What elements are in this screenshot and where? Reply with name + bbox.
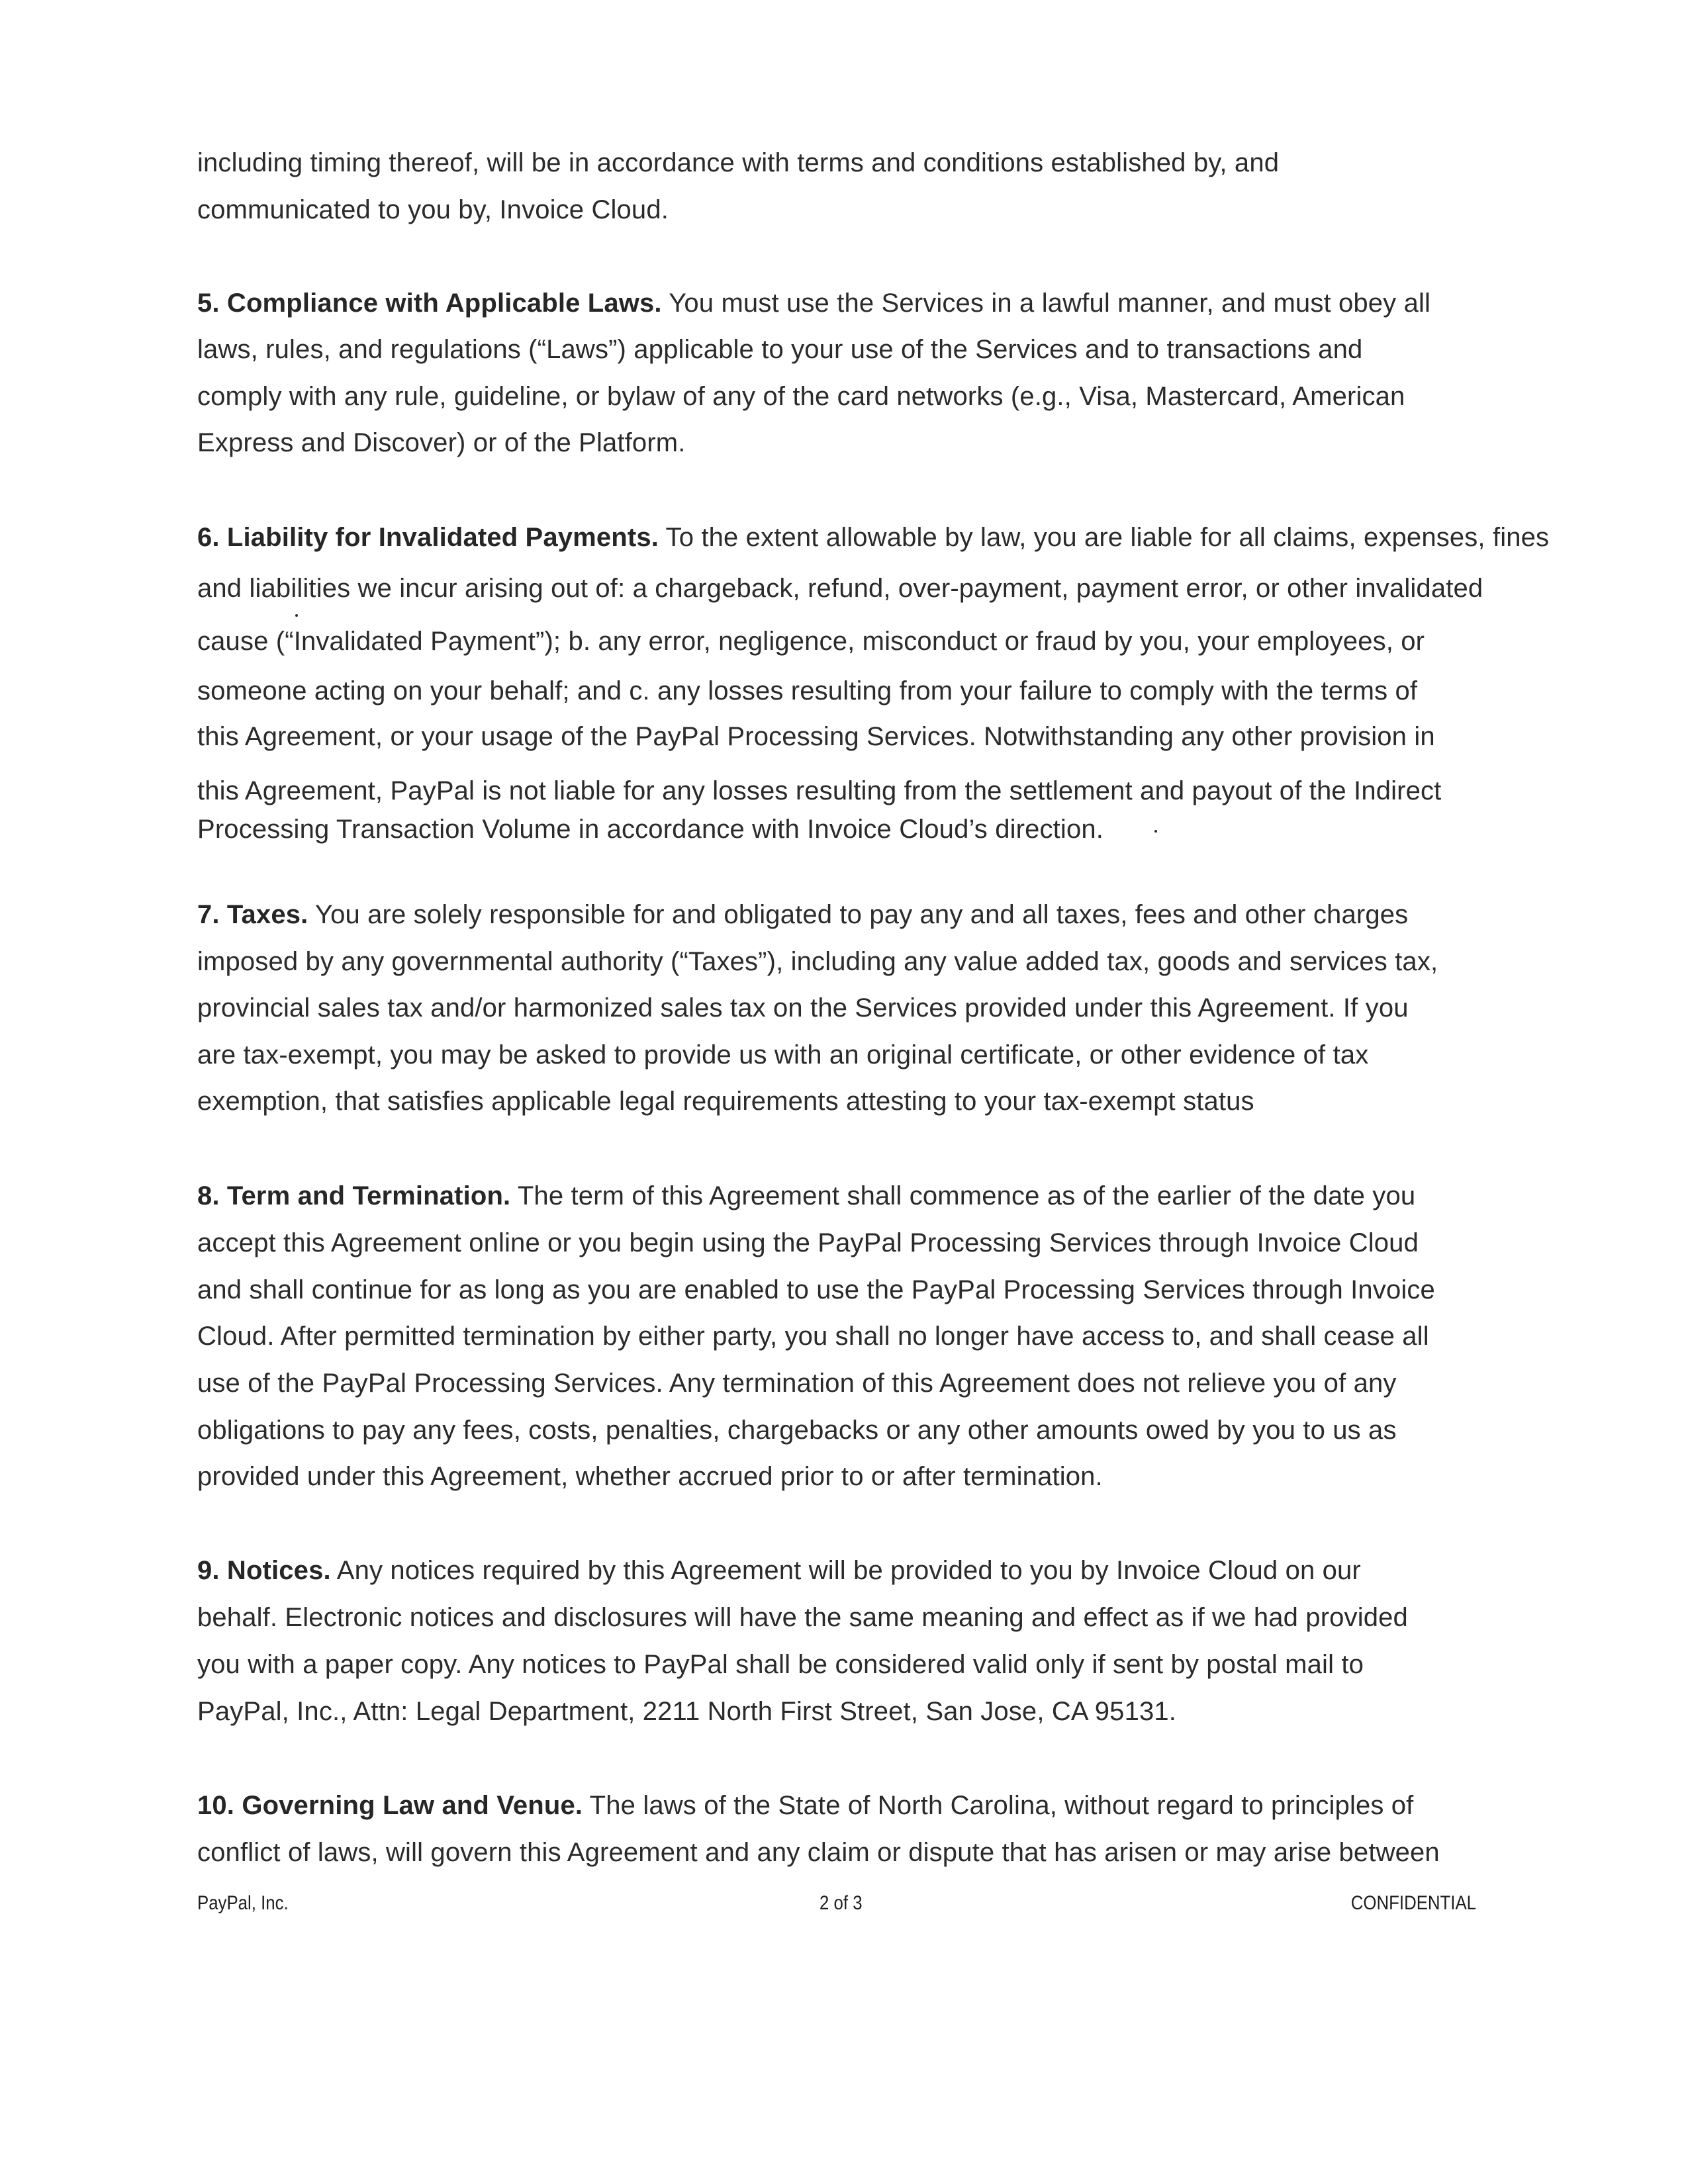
section-6-line: this Agreement, or your usage of the PayPal Processing Services. Notwithstanding any other provision in bbox=[197, 722, 1435, 751]
section-6-heading: 6. Liability for Invalidated Payments. bbox=[197, 523, 659, 552]
scan-speck bbox=[295, 614, 298, 617]
section-10-text: The laws of the State of North Carolina, without regard to principles of bbox=[583, 1791, 1414, 1820]
section-9-line: you with a paper copy. Any notices to PayPal shall be considered valid only if sent by postal mail to bbox=[197, 1650, 1364, 1679]
footer-page-number: 2 of 3 bbox=[820, 1892, 863, 1914]
section-6-text: To the extent allowable by law, you are liable for all claims, expenses, fines bbox=[659, 523, 1550, 552]
scan-speck bbox=[1154, 830, 1157, 833]
section-6-line: Processing Transaction Volume in accordance with Invoice Cloud’s direction. bbox=[197, 815, 1104, 844]
section-9-first-line bbox=[197, 1554, 1361, 1587]
section-7-line: are tax-exempt, you may be asked to provide us with an original certificate, or other evidence of tax bbox=[197, 1040, 1369, 1069]
section-8-text: The term of this Agreement shall commence as of the earlier of the date you bbox=[510, 1181, 1416, 1210]
section-6-line: this Agreement, PayPal is not liable for any losses resulting from the settlement and payout of the Indirect bbox=[197, 776, 1442, 805]
section-9-heading: 9. Notices. bbox=[197, 1556, 331, 1585]
section-8-line: Cloud. After permitted termination by either party, you shall no longer have access to, and shall cease all bbox=[197, 1322, 1429, 1351]
section-9-line: PayPal, Inc., Attn: Legal Department, 2211 North First Street, San Jose, CA 95131. bbox=[197, 1697, 1177, 1726]
section-9-line: behalf. Electronic notices and disclosures will have the same meaning and effect as if we had provided bbox=[197, 1603, 1408, 1632]
section-7-heading: 7. Taxes. bbox=[197, 900, 308, 929]
section-7-line: exemption, that satisfies applicable legal requirements attesting to your tax-exempt status bbox=[197, 1087, 1254, 1116]
section-5-line: comply with any rule, guideline, or bylaw of any of the card networks (e.g., Visa, Mastercard, American bbox=[197, 382, 1405, 411]
section-5-first-line bbox=[197, 287, 1430, 320]
section-8-line: provided under this Agreement, whether accrued prior to or after termination. bbox=[197, 1462, 1103, 1491]
section-5-heading: 5. Compliance with Applicable Laws. bbox=[197, 289, 662, 318]
section-6-line: someone acting on your behalf; and c. any losses resulting from your failure to comply with the terms of bbox=[197, 676, 1418, 705]
body-text-line: communicated to you by, Invoice Cloud. bbox=[197, 195, 669, 224]
section-8-line: use of the PayPal Processing Services. Any termination of this Agreement does not relieve you of any bbox=[197, 1369, 1397, 1398]
section-6-line: cause (“Invalidated Payment”); b. any error, negligence, misconduct or fraud by you, your employees, or bbox=[197, 627, 1425, 656]
section-7-first-line bbox=[197, 898, 1408, 931]
section-8-line: obligations to pay any fees, costs, penalties, chargebacks or any other amounts owed by you to us as bbox=[197, 1416, 1397, 1445]
body-text-line: including timing thereof, will be in accordance with terms and conditions established by, and bbox=[197, 148, 1280, 177]
section-10-line: conflict of laws, will govern this Agreement and any claim or dispute that has arisen or may arise between bbox=[197, 1838, 1440, 1867]
section-7-line: provincial sales tax and/or harmonized sales tax on the Services provided under this Agreement. If you bbox=[197, 993, 1409, 1023]
section-7-text: You are solely responsible for and obligated to pay any and all taxes, fees and other charges bbox=[308, 900, 1409, 929]
section-5-line: laws, rules, and regulations (“Laws”) applicable to your use of the Services and to transactions and bbox=[197, 335, 1363, 364]
section-10-first-line bbox=[197, 1789, 1413, 1822]
section-8-first-line bbox=[197, 1179, 1415, 1212]
section-8-line: and shall continue for as long as you are enabled to use the PayPal Processing Services through Invoice bbox=[197, 1275, 1435, 1304]
section-8-line: accept this Agreement online or you begin using the PayPal Processing Services through Invoice Cloud bbox=[197, 1228, 1419, 1257]
footer-confidential: CONFIDENTIAL bbox=[1350, 1892, 1476, 1914]
footer-company: PayPal, Inc. bbox=[197, 1892, 289, 1914]
section-6-first-line bbox=[197, 521, 1549, 554]
section-7-line: imposed by any governmental authority (“Taxes”), including any value added tax, goods and services tax, bbox=[197, 947, 1438, 976]
section-5-line: Express and Discover) or of the Platform. bbox=[197, 428, 686, 457]
section-8-heading: 8. Term and Termination. bbox=[197, 1181, 511, 1210]
section-5-text: You must use the Services in a lawful manner, and must obey all bbox=[661, 289, 1431, 318]
section-6-line: and liabilities we incur arising out of: a chargeback, refund, over-payment, payment error, or other invalidated bbox=[197, 574, 1483, 603]
section-9-text: Any notices required by this Agreement will be provided to you by Invoice Cloud on our bbox=[330, 1556, 1361, 1585]
section-10-heading: 10. Governing Law and Venue. bbox=[197, 1791, 583, 1820]
